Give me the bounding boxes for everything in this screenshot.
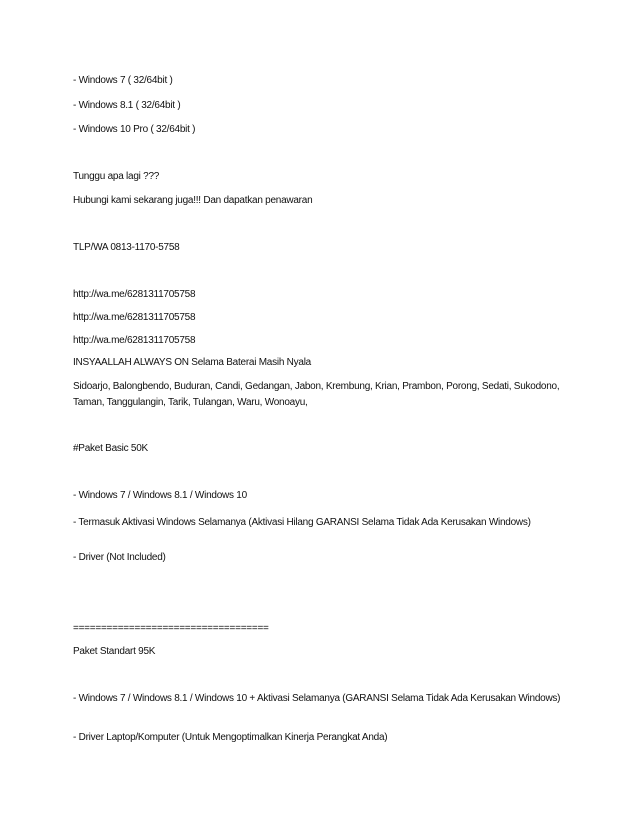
- package-basic-os-line: - Windows 7 / Windows 8.1 / Windows 10: [73, 490, 247, 501]
- package-standart-os-line: - Windows 7 / Windows 8.1 / Windows 10 + Aktivasi Selamanya (GARANSI Selama Tidak Ada Kerusakan Windows): [73, 693, 561, 704]
- call-to-action-line: Hubungi kami sekarang juga!!! Dan dapatkan penawaran: [73, 195, 313, 206]
- package-basic-activation-line: - Termasuk Aktivasi Windows Selamanya (Aktivasi Hilang GARANSI Selama Tidak Ada Kerusakan Windows): [73, 517, 531, 528]
- section-divider: ===================================: [73, 623, 269, 634]
- whatsapp-link[interactable]: http://wa.me/6281311705758: [73, 312, 196, 323]
- os-option-windows-7: - Windows 7 ( 32/64bit ): [73, 75, 173, 86]
- os-option-windows-10-pro: - Windows 10 Pro ( 32/64bit ): [73, 124, 196, 135]
- package-basic-driver-line: - Driver (Not Included): [73, 552, 166, 563]
- package-standart-driver-line: - Driver Laptop/Komputer (Untuk Mengoptimalkan Kinerja Perangkat Anda): [73, 732, 388, 743]
- package-basic-heading: #Paket Basic 50K: [73, 443, 148, 454]
- whatsapp-link[interactable]: http://wa.me/6281311705758: [73, 335, 196, 346]
- question-line: Tunggu apa lagi ???: [73, 171, 160, 182]
- whatsapp-link[interactable]: http://wa.me/6281311705758: [73, 289, 196, 300]
- package-standart-heading: Paket Standart 95K: [73, 646, 156, 657]
- phone-number-line: TLP/WA 0813-1170-5758: [73, 242, 180, 253]
- availability-line: INSYAALLAH ALWAYS ON Selama Baterai Masih Nyala: [73, 357, 311, 368]
- service-area-list: Sidoarjo, Balongbendo, Buduran, Candi, Gedangan, Jabon, Krembung, Krian, Prambon, Porong, Sedati, Sukodono, Taman, Tanggulangin, Tarik, Tulangan, Waru, Wonoayu,: [73, 381, 560, 408]
- os-option-windows-8-1: - Windows 8.1 ( 32/64bit ): [73, 100, 181, 111]
